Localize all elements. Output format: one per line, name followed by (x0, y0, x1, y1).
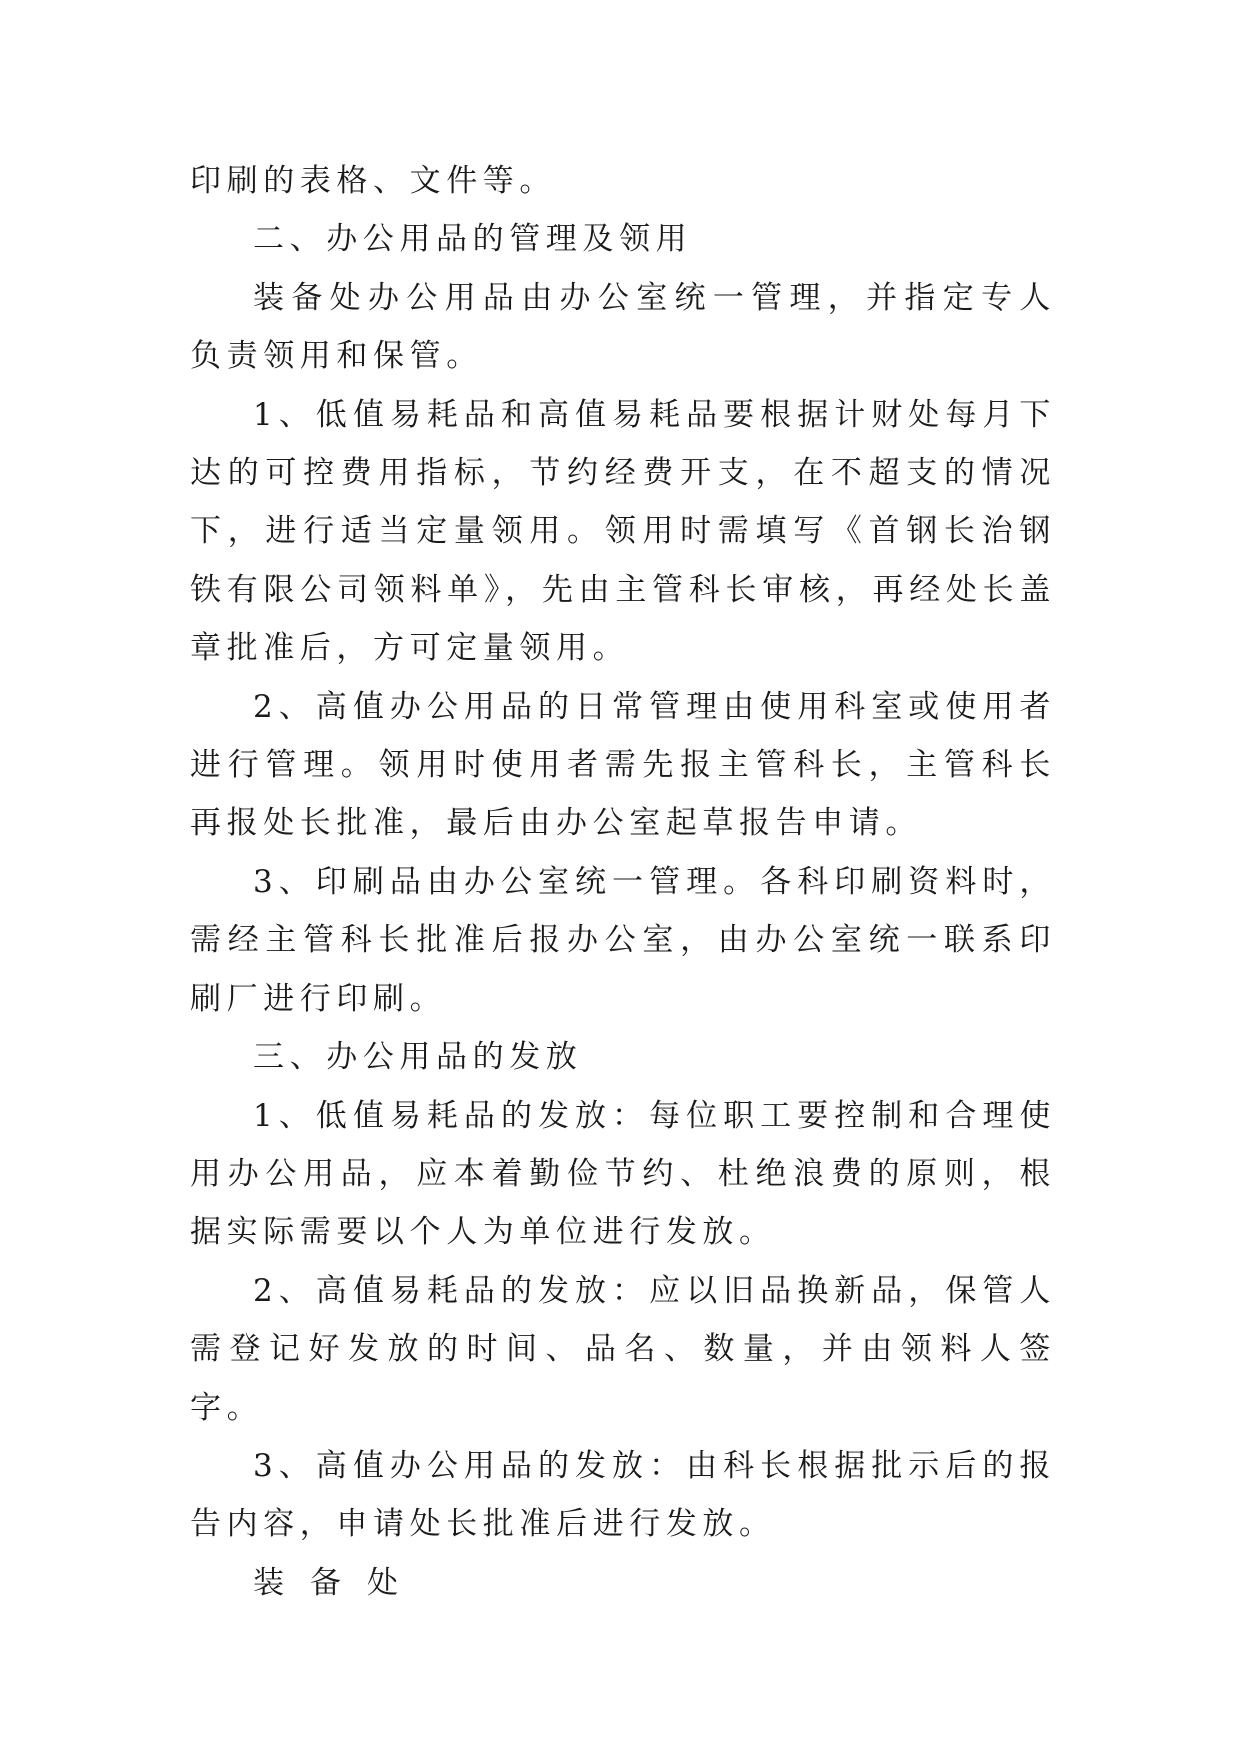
document-body (190, 152, 1056, 1612)
paragraph-distribution-3: 3、高值办公用品的发放：由科长根据批示后的报告内容，申请处长批准后进行发放。 (190, 1447, 1056, 1543)
paragraph-rule-1: 1、低值易耗品和高值易耗品要根据计财处每月下达的可控费用指标，节约经费开支，在不超支的情况下，进行适当定量领用。领用时需填写《首钢长治钢铁有限公司领料单》，先由主管科长审核，再经处长盖章批准后，方可定量领用。 (190, 396, 1056, 667)
section-heading-distribution: 三、办公用品的发放 (253, 1039, 583, 1076)
paragraph-rule-3: 3、印刷品由办公室统一管理。各科印刷资料时，需经主管科长批准后报办公室，由办公室统一联系印刷厂进行印刷。 (190, 863, 1056, 1017)
paragraph-rule-2: 2、高值办公用品的日常管理由使用科室或使用者进行管理。领用时使用者需先报主管科长，主管科长再报处长批准，最后由办公室起草报告申请。 (190, 688, 1056, 842)
paragraph-continuation: 印刷的表格、文件等。 (190, 163, 556, 199)
paragraph-management-intro: 装备处办公用品由办公室统一管理，并指定专人负责领用和保管。 (190, 279, 1056, 375)
paragraph-distribution-2: 2、高值易耗品的发放：应以旧品换新品，保管人需登记好发放的时间、品名、数量，并由领料人签字。 (190, 1272, 1056, 1426)
section-heading-management: 二、办公用品的管理及领用 (253, 221, 693, 258)
signature-department: 装备处 (253, 1564, 424, 1601)
paragraph-distribution-1: 1、低值易耗品的发放：每位职工要控制和合理使用办公用品，应本着勤俭节约、杜绝浪费的原则，根据实际需要以个人为单位进行发放。 (190, 1097, 1056, 1251)
